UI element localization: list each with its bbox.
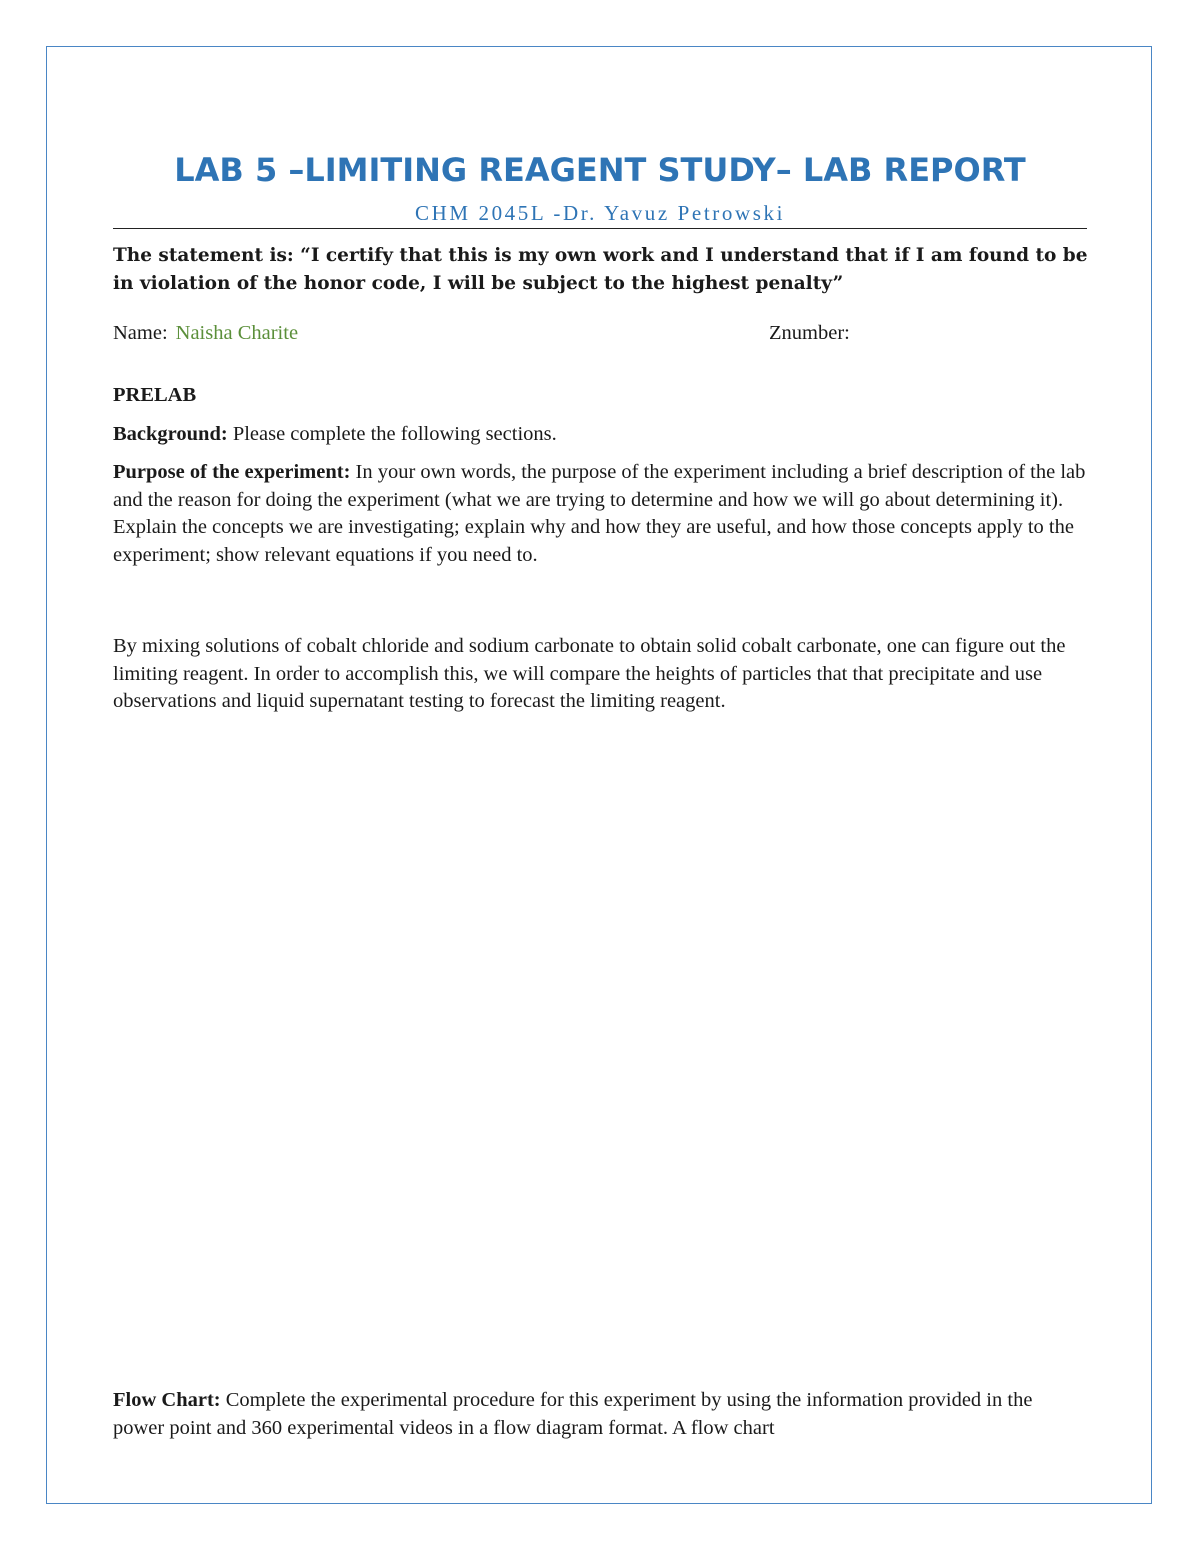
- student-info-row: [113, 320, 1088, 347]
- flowchart-instructions: Complete the experimental procedure for this experiment by using the information provided in the power point and 360 experimental videos in a flow diagram format. A flow chart: [113, 1389, 1033, 1439]
- purpose-answer[interactable]: By mixing solutions of cobalt chloride and sodium carbonate to obtain solid cobalt carbonate, one can figure out the limiting reagent. In order to accomplish this, we will compare the heights of particles that that precipitate and use observations and liquid supernatant testing to forecast the limiting reagent.: [113, 635, 1066, 712]
- background-section: [113, 421, 1088, 449]
- honor-statement: The statement is: “I certify that this is my own work and I understand that if I am found to be in violation of the honor code, I will be subject to the highest penalty”: [113, 245, 1088, 294]
- purpose-instructions: In your own words, the purpose of the experiment including a brief description of the lab and the reason for doing the experiment (what we are trying to determine and how we will go about determining it). Explain the concepts we are investigating; explain why and how they are useful, and how those concepts apply to the experiment; show relevant equations if you need to.: [113, 461, 1086, 566]
- flowchart-section: [113, 1387, 1088, 1442]
- znumber-label[interactable]: Znumber:: [769, 322, 850, 344]
- prelab-heading: PRELAB: [113, 384, 197, 406]
- flowchart-label: Flow Chart:: [113, 1389, 221, 1411]
- purpose-section: [113, 459, 1088, 569]
- name-label: Name:: [113, 322, 168, 344]
- name-value[interactable]: Naisha Charite: [175, 322, 299, 344]
- page-title: LAB 5 –LIMITING REAGENT STUDY– LAB REPORT: [174, 151, 1026, 189]
- page-subtitle: CHM 2045L -Dr. Yavuz Petrowski: [414, 201, 786, 225]
- background-label: Background:: [113, 423, 228, 445]
- purpose-label: Purpose of the experiment:: [113, 461, 351, 483]
- background-text: Please complete the following sections.: [227, 423, 557, 445]
- title-divider: [113, 228, 1087, 229]
